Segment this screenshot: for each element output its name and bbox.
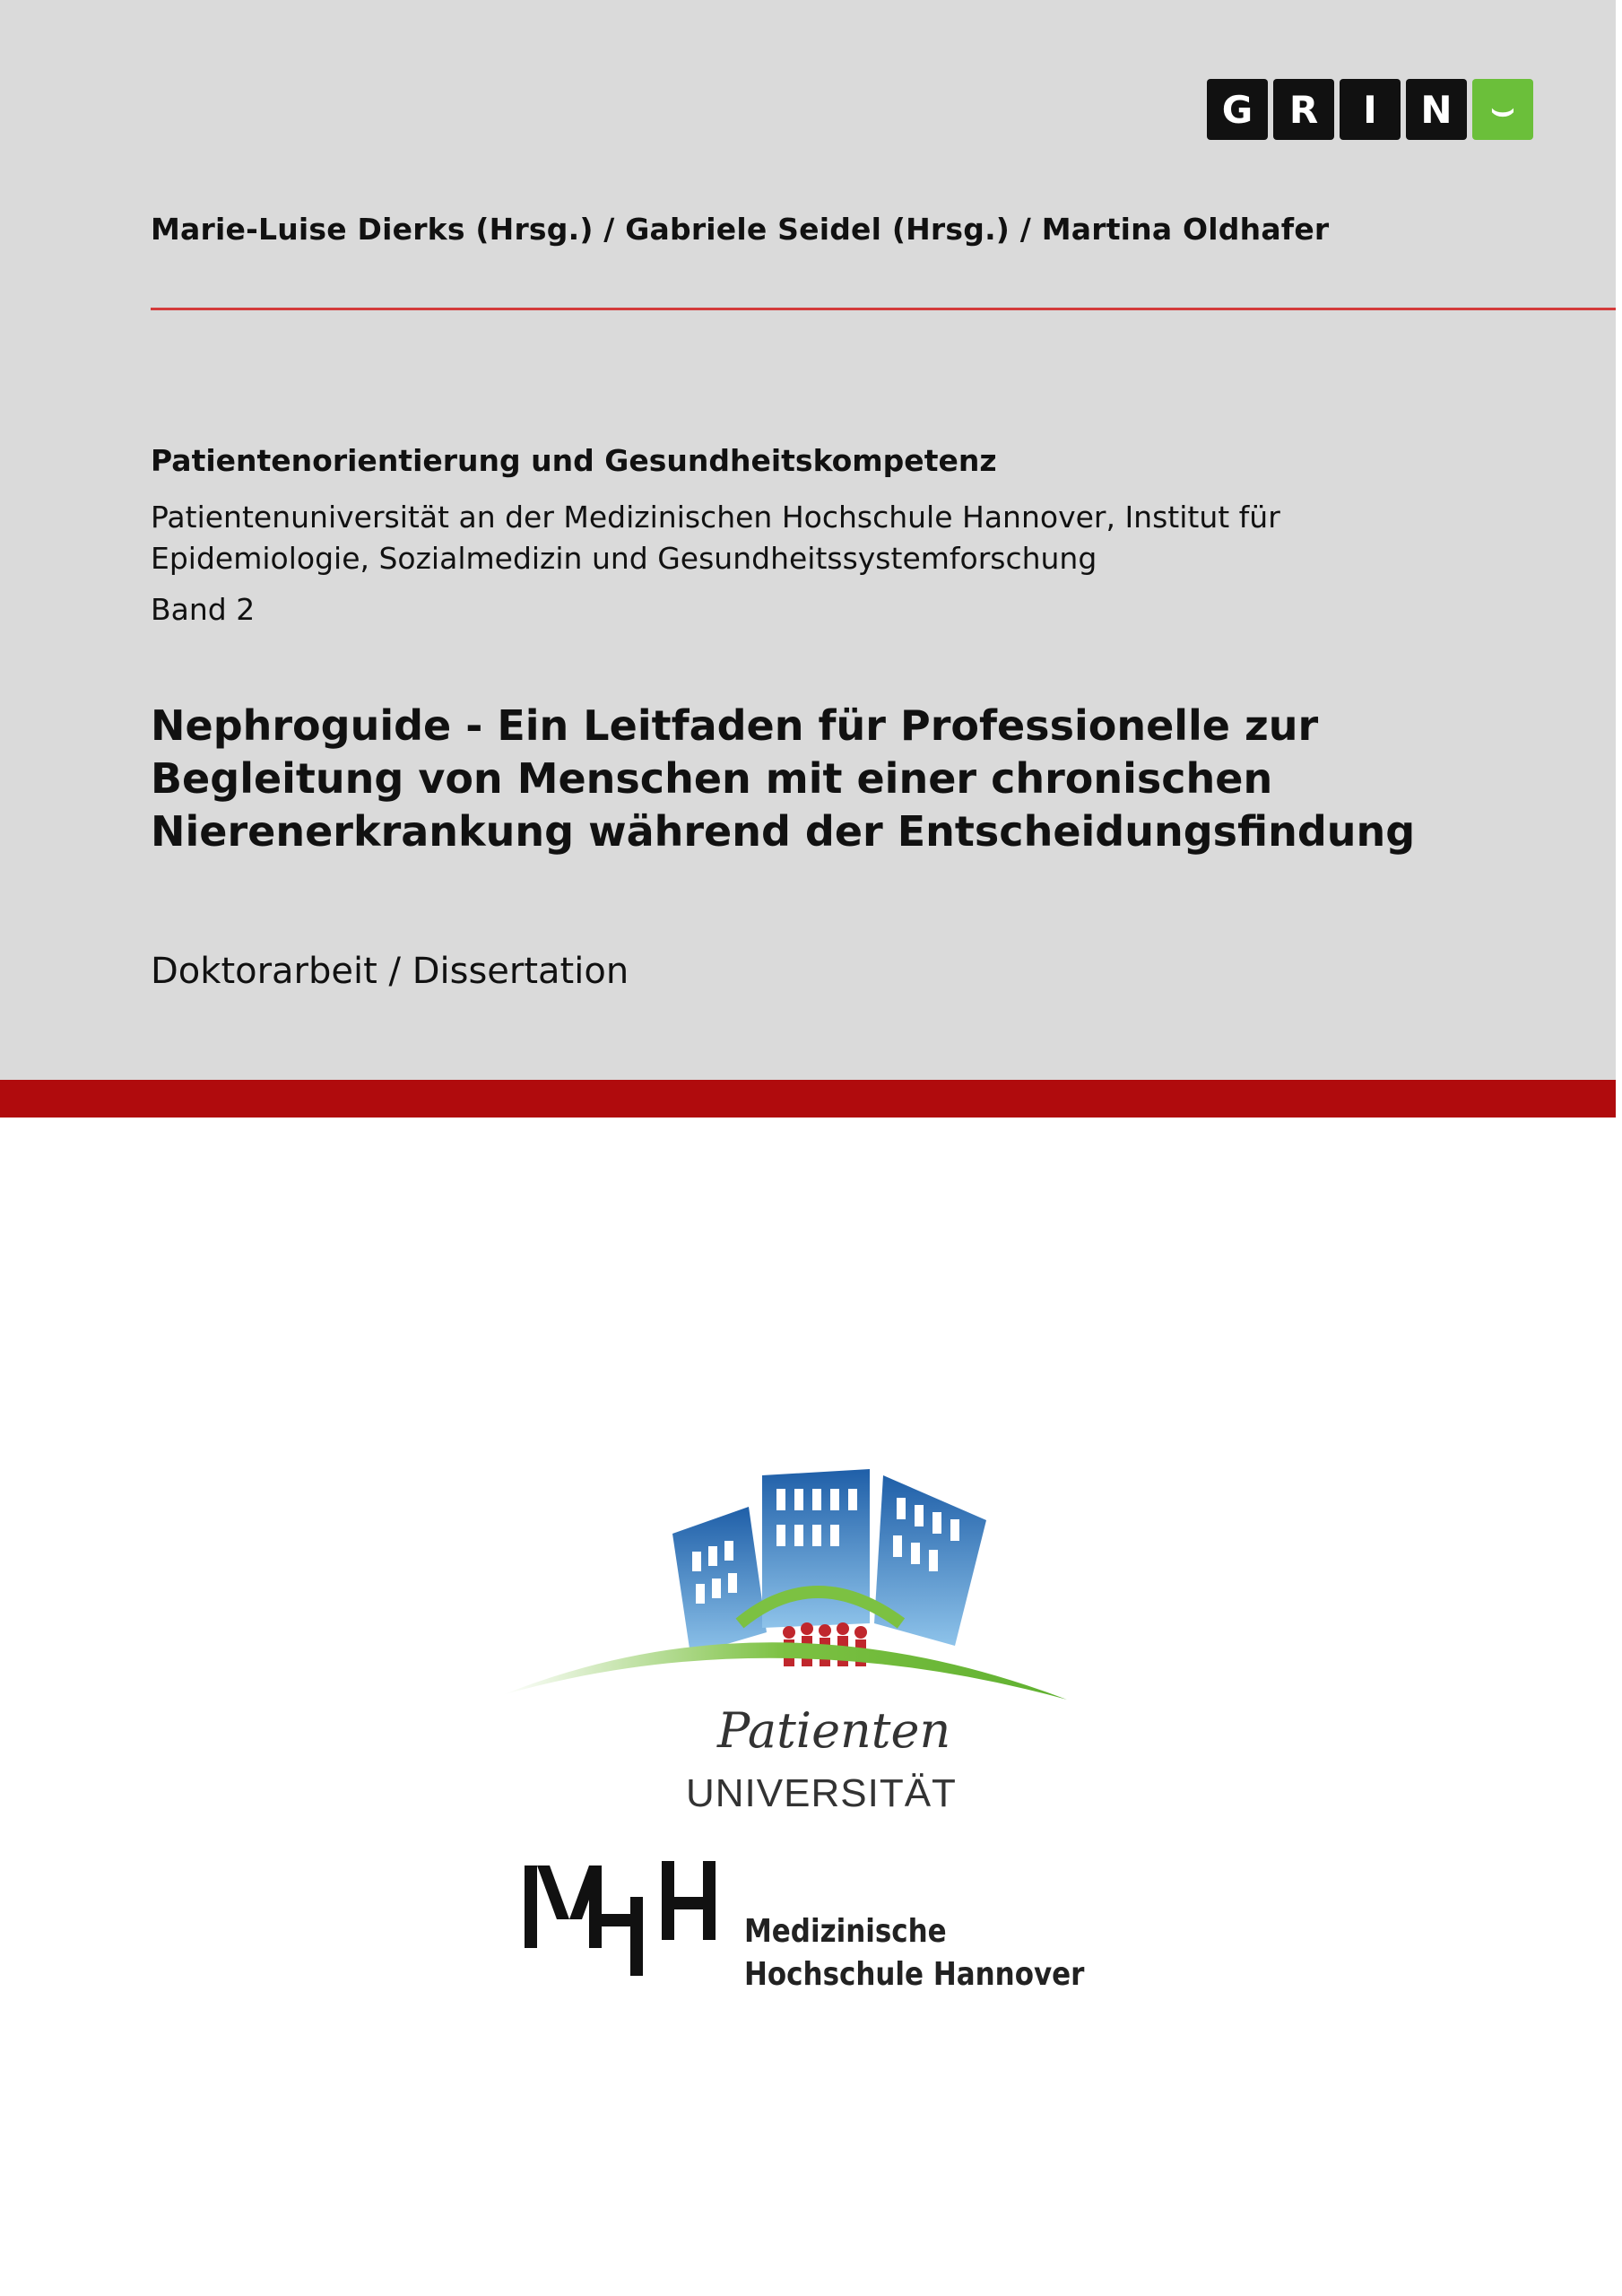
logo-text-universitaet: UNIVERSITÄT — [686, 1771, 957, 1815]
authors: Marie-Luise Dierks (Hrsg.) / Gabriele Seidel (Hrsg.) / Martina Oldhafer — [151, 212, 1330, 247]
grin-letter-i: I — [1340, 79, 1401, 140]
divider-line — [151, 308, 1616, 310]
institution-logo — [502, 1453, 1166, 2099]
document-type: Doktorarbeit / Dissertation — [151, 951, 629, 992]
series-title: Patientenorientierung und Gesundheitskompetenz — [151, 443, 997, 478]
mhh-mark-icon — [525, 1861, 716, 1976]
grin-smile-icon: ⌣ — [1472, 79, 1533, 140]
series-subtitle: Patientenuniversität an der Medizinischen Hochschule Hannover, Institut für Epidemiologie, Sozialmedizin und Gesundheitssystemforschung — [151, 500, 1280, 576]
series-band: Band 2 — [151, 592, 256, 627]
grin-letter-r: R — [1273, 79, 1334, 140]
grin-letter-g: G — [1207, 79, 1268, 140]
book-title: Nephroguide - Ein Leitfaden für Professionelle zur Begleitung von Menschen mit einer chronischen Nierenerkrankung während der Entscheidungsfindung — [151, 701, 1416, 856]
green-arc-icon — [502, 1642, 1067, 1700]
red-band — [0, 1080, 1616, 1118]
logo-text-mhh-name: Medizinische Hochschule Hannover — [744, 1913, 1085, 1993]
logo-text-patienten: Patienten — [717, 1702, 951, 1759]
grin-letter-n: N — [1406, 79, 1467, 140]
grin-logo — [1207, 79, 1533, 140]
